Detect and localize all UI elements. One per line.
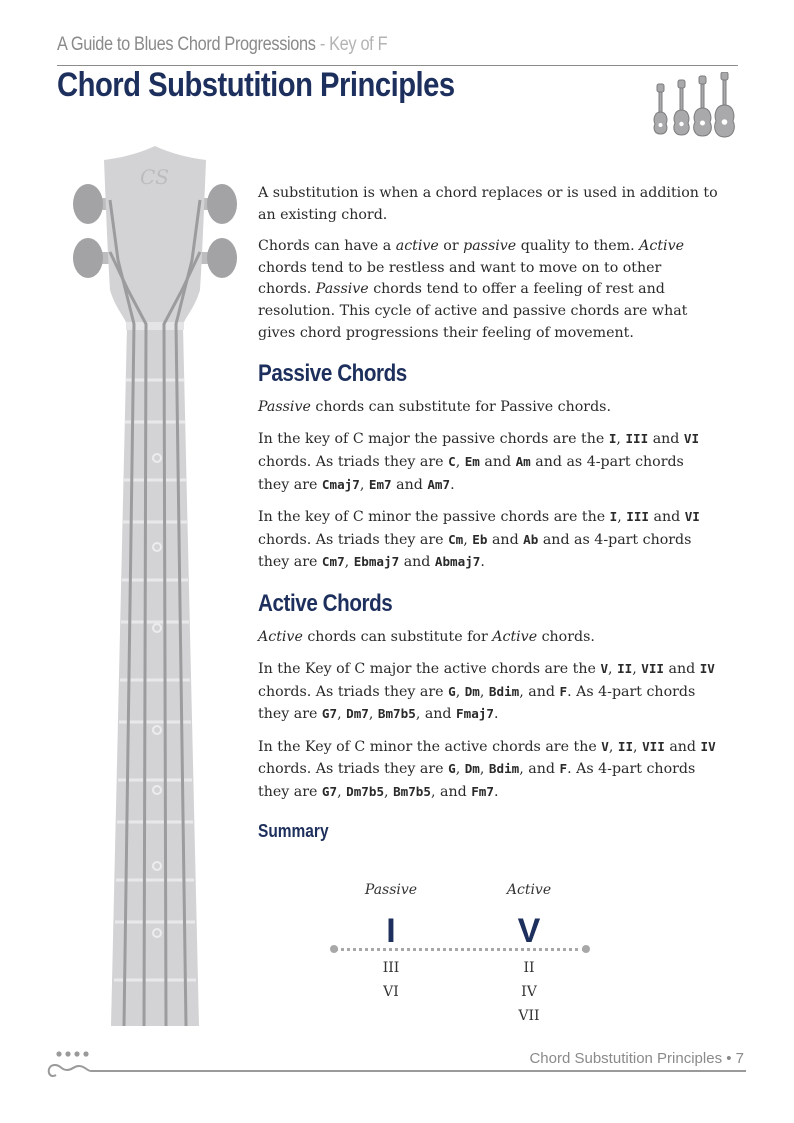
ukulele-family-icon: [650, 72, 740, 138]
footer-divider: [100, 1070, 746, 1072]
summary-heading: Summary: [258, 820, 329, 841]
main-content: [258, 183, 718, 842]
active-numeral: IV: [521, 984, 537, 1000]
active-other-numerals: [469, 956, 589, 1028]
summary-line-start-dot: [330, 945, 338, 953]
active-paragraph-2: In the Key of C major the active chords are the V, II, VII and IV chords. As triads they are G, Dm, Bdim, and F. As 4-part chords they are G7, Dm7, Bm7b5, and Fmaj7.: [258, 661, 715, 723]
series-title: [57, 34, 387, 56]
passive-main-numeral: I: [386, 912, 396, 950]
passive-paragraph-2: In the key of C major the passive chords are the I, III and VI chords. As triads they are C, Em and Am and as 4-part chords they are Cmaj7, Em7 and Am7.: [258, 431, 700, 493]
active-paragraph-1: Active chords can substitute for Active chords.: [258, 628, 595, 645]
footer-page-label: Chord Substutition Principles • 7: [529, 1050, 744, 1067]
intro-paragraph-1: A substitution is when a chord replaces or is used in addition to an existing chord.: [258, 185, 718, 223]
neck-logo: CS: [140, 165, 170, 189]
passive-chords-heading: Passive Chords: [258, 360, 407, 388]
headstock: [104, 146, 206, 1026]
ukulele-icon-baritone: [715, 72, 735, 137]
key-label: Key of F: [329, 34, 388, 55]
passive-numeral: III: [382, 960, 400, 976]
summary-dotted-line: [334, 948, 586, 951]
passive-paragraph-3: In the key of C minor the passive chords are the I, III and VI chords. As triads they are Cm, Eb and Ab and as 4-part chords they are Cm7, Ebmaj7 and Abmaj7.: [258, 509, 700, 571]
passive-paragraph-1: Passive chords can substitute for Passive chords.: [258, 398, 611, 415]
series-name: A Guide to Blues Chord Progressions: [57, 34, 316, 55]
passive-other-numerals: [331, 956, 451, 1004]
ukulele-neck-illustration: [60, 140, 250, 1030]
ukulele-icon-tenor: [694, 76, 712, 136]
series-separator: -: [315, 34, 330, 55]
page-title: Chord Substutition Principles: [57, 66, 455, 104]
summary-diagram: [320, 878, 610, 1028]
intro-paragraph-2: Chords can have a active or passive quality to them. Active chords tend to be restless and want to move on to other chords. Passive chords tend to offer a feeling of rest and resolution. This cycle of active and passive chords are what gives chord progressions their feeling of movement.: [258, 238, 688, 341]
passive-label: Passive: [364, 882, 418, 898]
active-label: Active: [506, 882, 552, 898]
ukulele-outline-icon: [47, 1048, 107, 1078]
active-paragraph-3: In the Key of C minor the active chords are the V, II, VII and IV chords. As triads they are G, Dm, Bdim, and F. As 4-part chords they are G7, Dm7b5, Bm7b5, and Fm7.: [258, 738, 716, 801]
active-numeral: VII: [518, 1008, 540, 1024]
active-main-numeral: V: [517, 912, 541, 950]
ukulele-icon-concert: [674, 80, 689, 135]
summary-line-end-dot: [582, 945, 590, 953]
active-chords-heading: Active Chords: [258, 589, 393, 617]
passive-numeral: VI: [383, 984, 399, 1000]
active-numeral: II: [523, 960, 535, 976]
